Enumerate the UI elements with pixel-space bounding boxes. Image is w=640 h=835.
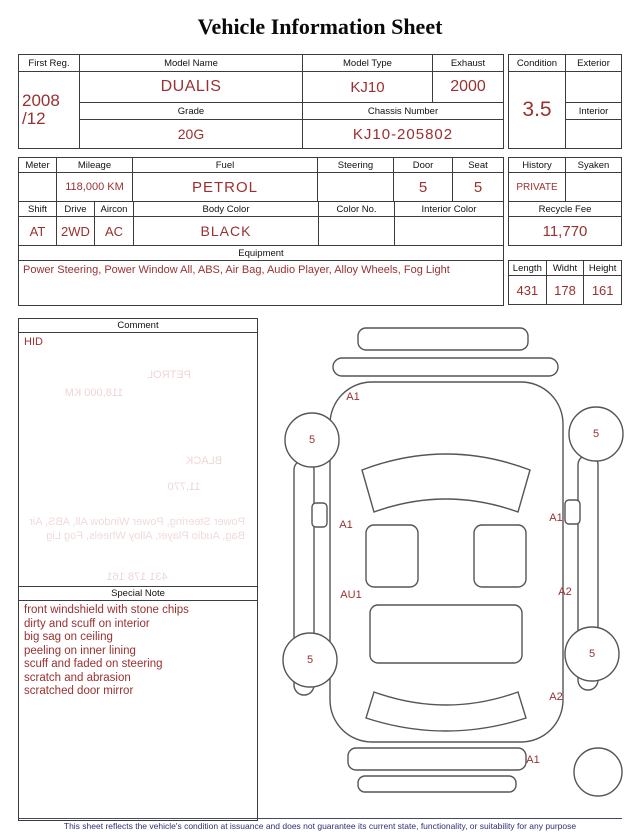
width-value: 178 [547,276,584,304]
model-name-value: DUALIS [80,72,302,102]
history-table [508,157,622,202]
special-note-line: scuff and faded on steering [24,658,163,671]
body-color-value: BLACK [134,217,318,245]
rear-bumper-lower [358,776,516,792]
fuel-value: PETROL [133,173,317,201]
door-label: Door [394,158,452,172]
interior-color-value [395,217,503,245]
top-section [18,54,622,149]
car-body-outline [330,382,563,742]
history-label: History [509,158,565,172]
front-bumper-lower [333,358,558,376]
aircon-label: Aircon [95,202,133,216]
grade-label: Grade [80,103,302,119]
condition-label: Condition [509,55,565,71]
seat-value: 5 [453,173,503,201]
exhaust-label: Exhaust [433,55,503,71]
steering-value [318,173,393,201]
left-mirror [312,503,327,527]
damage-label-center: AU1 [340,589,362,601]
special-note-body [19,601,257,820]
damage-label-wheel-fr: 5 [592,428,600,440]
exterior-value [566,72,621,102]
damage-label-rear-right: A2 [549,691,563,703]
rear-bench-seat [370,605,522,663]
comment-body [19,333,257,586]
damage-label-wheel-rl: 5 [306,654,314,666]
syaken-label: Syaken [566,158,621,172]
model-type-value: KJ10 [303,72,432,102]
bleed-through-text: 118,000 KM [64,387,124,399]
bleed-through-text: PETROL [146,369,192,381]
right-mirror [565,500,580,524]
bleed-through-text: Power Steering, Power Window All, ABS, Air Bag, Audio Player, Alloy Wheels, Fog Lig [29,516,245,543]
width-label: Widht [547,261,584,275]
condition-value: 3.5 [509,72,565,148]
aircon-value: AC [95,217,133,245]
steering-label: Steering [318,158,393,172]
recycle-fee-table [508,201,622,246]
interior-label: Interior [566,103,621,119]
bleed-through-text: 431 178 161 [106,571,168,583]
height-label: Height [584,261,621,275]
condition-table [508,54,622,149]
first-reg-year: 2008 [22,90,60,110]
special-note-line: scratch and abrasion [24,671,131,684]
front-bumper-upper [358,328,528,350]
top-left-table [18,54,504,149]
damage-label-rear: A1 [526,754,540,766]
special-note-header: Special Note [19,586,257,601]
damage-label-right-door: A2 [558,586,572,598]
recycle-fee-label: Recycle Fee [509,202,621,216]
front-right-seat [474,525,526,587]
main-section [18,318,622,821]
comment-header: Comment [19,319,257,333]
damage-label-left-side: A1 [339,519,353,531]
seat-label: Seat [453,158,503,172]
drive-value: 2WD [57,217,94,245]
first-reg-value [19,72,79,148]
car-top-view-wrap [278,320,638,812]
model-type-label: Model Type [303,55,432,71]
meter-label: Meter [19,158,56,172]
interior-color-label: Interior Color [395,202,503,216]
shift-label: Shift [19,202,56,216]
bleed-through-text: 11,770 [167,481,201,493]
special-note-line: big sag on ceiling [24,631,113,644]
recycle-fee-value: 11,770 [509,217,621,245]
comment-text: HID [24,336,43,348]
specs-row-2 [18,201,504,246]
specs-row-1 [18,157,504,202]
specs-section [18,157,622,306]
body-color-label: Body Color [134,202,318,216]
exhaust-value: 2000 [433,72,503,102]
grade-value: 20G [80,120,302,148]
meter-value [19,173,56,201]
page-title: Vehicle Information Sheet [197,14,443,39]
car-top-view-diagram [278,320,638,812]
color-no-value [319,217,394,245]
front-left-seat [366,525,418,587]
color-no-label: Color No. [319,202,394,216]
length-value: 431 [509,276,546,304]
chassis-number-label: Chassis Number [303,103,503,119]
equipment-label: Equipment [19,246,503,260]
length-label: Length [509,261,546,275]
chassis-number-value: KJ10-205802 [303,120,503,148]
equipment-value: Power Steering, Power Window All, ABS, Air Bag, Audio Player, Alloy Wheels, Fog Light [19,261,503,305]
damage-diagram-area [268,318,622,821]
interior-value [566,120,621,148]
comment-panel [18,318,258,821]
bleed-through-text: BLACK [185,455,223,467]
damage-label-right-side: A1 [549,512,563,524]
exterior-label: Exterior [566,55,621,71]
damage-label-wheel-fl: 5 [308,434,316,446]
damage-label-wheel-rr: 5 [588,648,596,660]
fuel-label: Fuel [133,158,317,172]
model-name-label: Model Name [80,55,302,71]
spare-wheel [574,748,622,796]
special-note-line: front windshield with stone chips [24,604,189,616]
first-reg-label: First Reg. [19,55,79,71]
disclaimer-text: This sheet reflects the vehicle's condition at issuance and does not guarantee its current state, functionality, or suitability for any purpose [18,818,622,831]
dimensions-table [508,260,622,305]
mileage-value: 118,000 KM [57,173,132,201]
syaken-value [566,173,621,201]
first-reg-month: /12 [22,109,46,128]
history-value: PRIVATE [509,173,565,201]
mileage-label: Mileage [57,158,132,172]
door-value: 5 [394,173,452,201]
special-note-line: dirty and scuff on interior [24,617,150,630]
drive-label: Drive [57,202,94,216]
height-value: 161 [584,276,621,304]
shift-value: AT [19,217,56,245]
rear-bumper-upper [348,748,526,770]
special-note-line: peeling on inner lining [24,644,136,657]
damage-label-front: A1 [346,391,360,403]
special-note-line: scratched door mirror [24,685,134,698]
equipment-table [18,245,504,306]
